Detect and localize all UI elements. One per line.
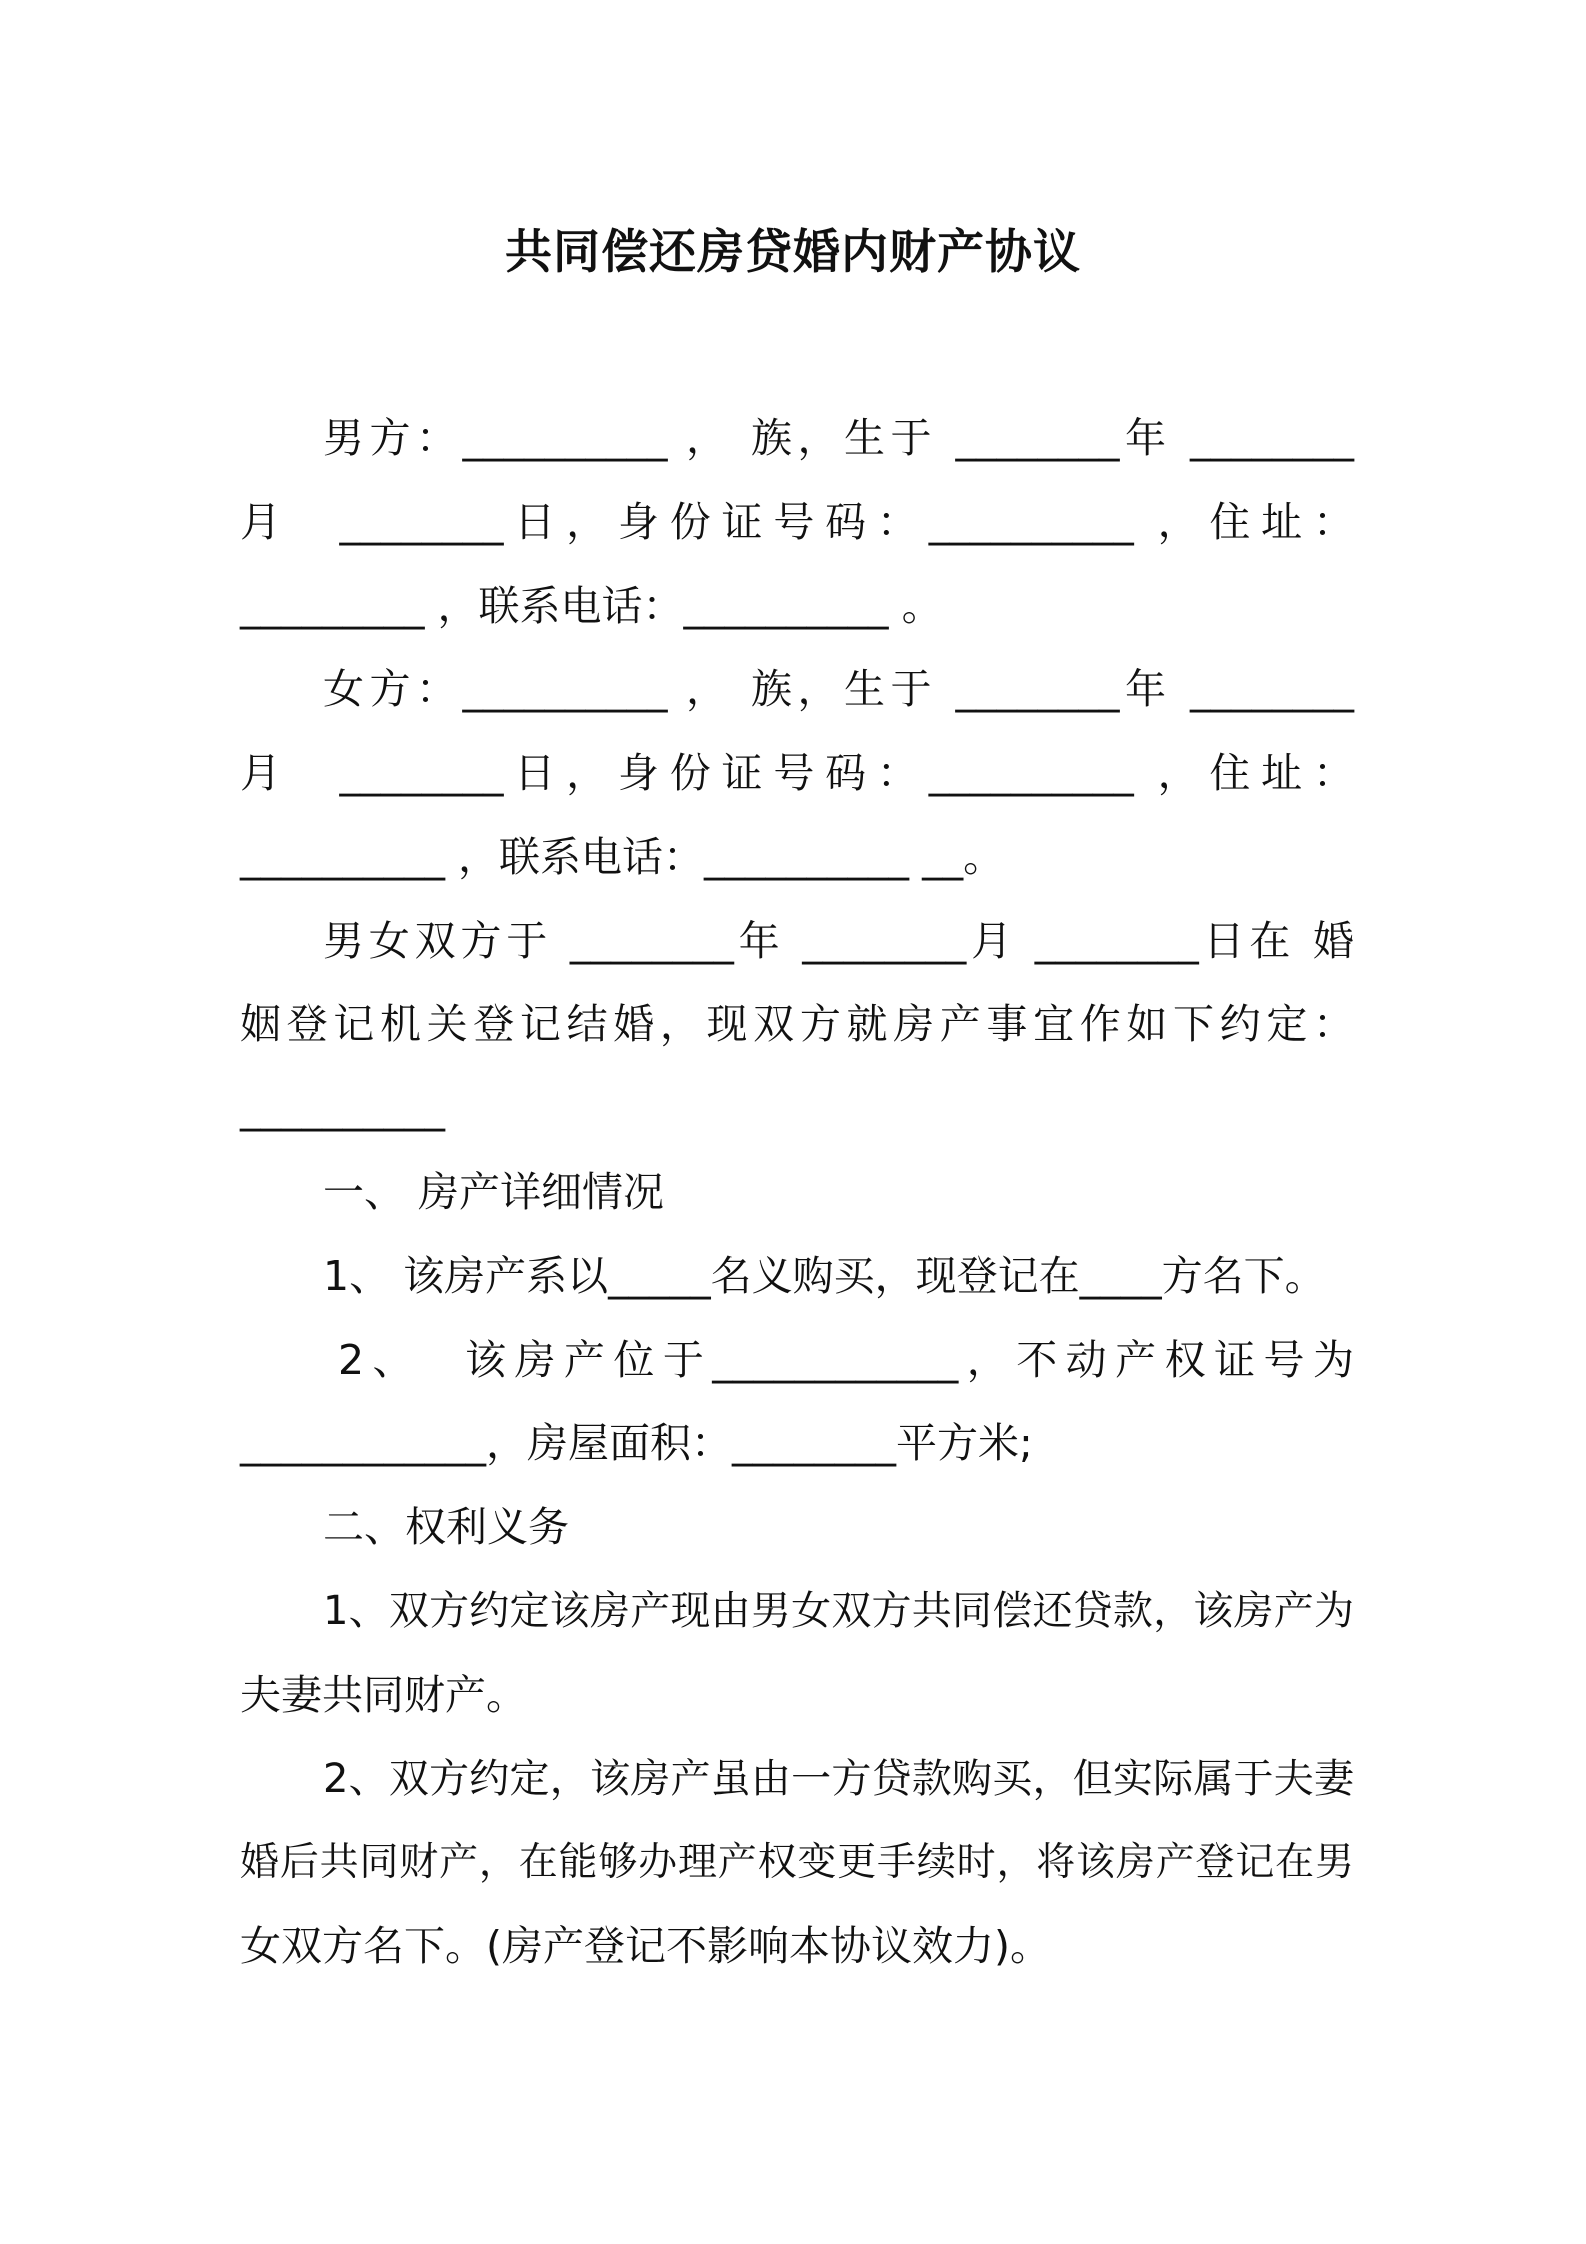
section-2-item-1-line-1: 1、双方约定该房产现由男女双方共同偿还贷款，该房产为	[323, 1588, 1354, 1634]
section-1-item-2-line-2: ____________，房屋面积：________平方米;	[240, 1419, 1033, 1467]
male-party-line-2: 月 ________日，身份证号码：__________ ，住址：	[240, 498, 1354, 546]
section-1-item-1: 1、 该房产系以_____名义购买，现登记在____方名下。	[323, 1252, 1326, 1300]
section-2-heading: 二、权利义务	[323, 1503, 569, 1551]
marriage-line-1: 男女双方于 ________年 ________月 ________日在 婚	[323, 917, 1354, 965]
male-party-line-3: _________ ，联系电话：__________ 。	[240, 582, 943, 630]
male-party-line-1: 男方：__________ ， 族，生于 ________年 ________	[323, 414, 1354, 462]
section-2-item-2-line-2: 婚后共同财产，在能够办理产权变更手续时，将该房产登记在男	[240, 1840, 1354, 1885]
section-1-item-2-line-1: 2、 该房产位于____________，不动产权证号为	[338, 1336, 1354, 1384]
marriage-line-2: 姻登记机关登记结婚，现双方就房产事宜作如下约定：	[240, 1000, 1354, 1048]
document-title: 共同偿还房贷婚内财产协议	[505, 225, 1081, 280]
female-party-line-3: __________ ，联系电话：__________ __。	[240, 833, 1005, 881]
female-party-line-1: 女方：__________ ， 族，生于 ________年 ________	[323, 665, 1354, 713]
section-2-item-2-line-3: 女双方名下。(房产登记不影响本协议效力)。	[240, 1922, 1051, 1970]
section-1-heading: 一、 房产详细情况	[323, 1168, 665, 1216]
section-2-item-1-line-2: 夫妻共同财产。	[240, 1671, 527, 1719]
female-party-line-2: 月 ________日，身份证号码：__________ ，住址：	[240, 749, 1354, 797]
section-2-item-2-line-1: 2、双方约定，该房产虽由一方贷款购买，但实际属于夫妻	[323, 1756, 1354, 1802]
marriage-line-3: __________	[240, 1084, 445, 1132]
